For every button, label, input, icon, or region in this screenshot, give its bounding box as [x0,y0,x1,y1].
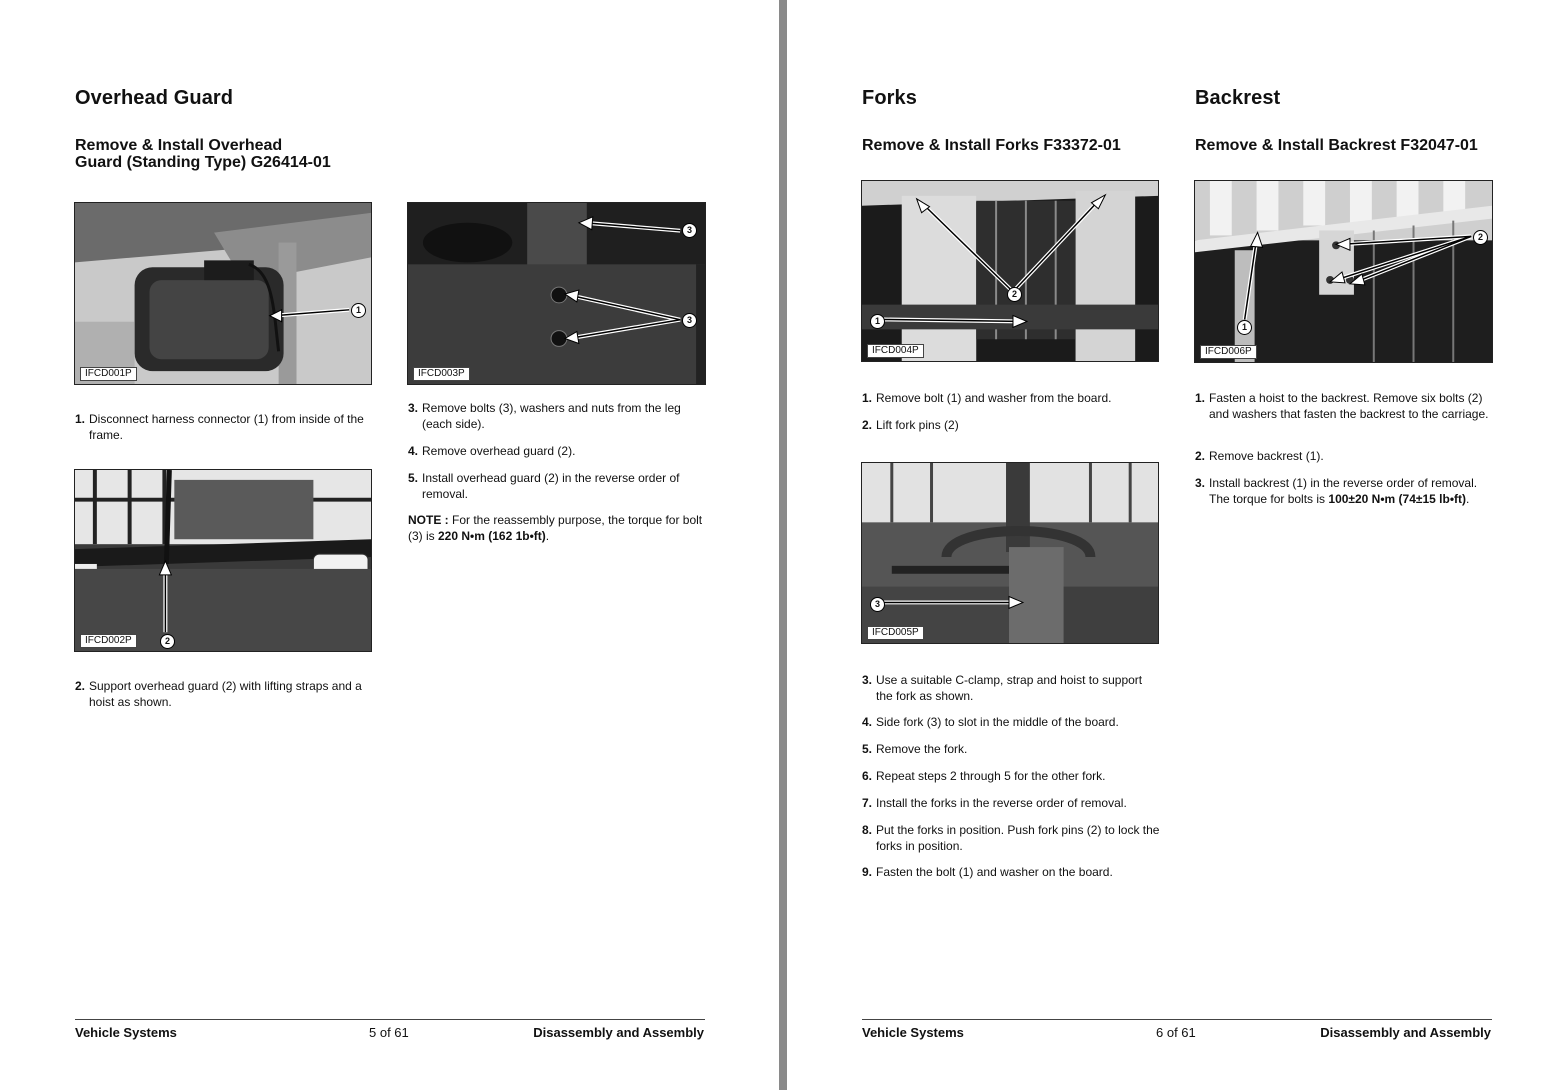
figure-ifcd003p [407,202,706,385]
step-number: 1. [1195,391,1206,405]
forks-step-1 [862,391,1162,407]
callout-arrows-fig2 [75,470,371,651]
step-text: Repeat steps 2 through 5 for the other fork. [876,769,1106,783]
callout-3: 3 [682,223,697,238]
forks-step-7 [862,796,1162,812]
step-text: Remove bolt (1) and washer from the board. [876,391,1112,405]
step-number: 4. [408,444,419,458]
step-text: Install overhead guard (2) in the reverse order of removal. [422,471,680,501]
step-number: 5. [408,471,419,485]
step-1 [75,412,375,443]
step-number: 9. [862,865,873,879]
callout-arrows-fig5 [862,463,1158,643]
step-text: Fasten a hoist to the backrest. Remove six bolts (2) and washers that fasten the backrest to the carriage. [1209,391,1489,421]
step-text: Put the forks in position. Push fork pins (2) to lock the forks in position. [876,823,1160,853]
forks-step-9 [862,865,1162,881]
step-text: Disconnect harness connector (1) from inside of the frame. [89,412,364,442]
step-number: 3. [1195,476,1206,490]
forks-step-4 [862,715,1162,731]
figure-ifcd006p [1194,180,1493,363]
step-number: 2. [862,418,873,432]
step-text: Lift fork pins (2) [876,418,959,432]
step-number: 1. [862,391,873,405]
callout-2: 2 [160,634,175,649]
step-text: Remove backrest (1). [1209,449,1324,463]
backrest-torque-value: 100±20 N•m (74±15 lb•ft) [1328,491,1467,506]
figure-label: IFCD001P [80,367,137,381]
forks-step-3 [862,673,1162,704]
step-number: 2. [75,679,86,693]
step-5 [408,471,708,502]
step-number: 1. [75,412,86,426]
callout-2: 2 [1007,287,1022,302]
callout-1: 1 [1237,320,1252,335]
footer-left: Vehicle Systems [75,1025,177,1040]
figure-label: IFCD003P [413,367,470,381]
section-title-forks: Forks [862,87,917,109]
figure-ifcd001p [74,202,372,385]
callout-2: 2 [1473,230,1488,245]
backrest-step-1 [1195,391,1495,422]
section-title-backrest: Backrest [1195,87,1281,109]
subtitle-backrest: Remove & Install Backrest F32047-01 [1195,137,1478,154]
page-right [787,0,1555,1090]
backrest-torque-end: . [1466,491,1470,506]
callout-1: 1 [870,314,885,329]
step-4 [408,444,708,460]
step-number: 4. [862,715,873,729]
step-text: Install backrest (1) in the reverse order of removal. The torque for bolts is [1209,476,1478,506]
forks-step-5 [862,742,1162,758]
step-text: Install the forks in the reverse order of removal. [876,796,1127,810]
callout-3: 3 [870,597,885,612]
figure-label: IFCD004P [867,344,924,358]
step-number: 7. [862,796,873,810]
figure-ifcd004p [861,180,1159,362]
callout-1: 1 [351,303,366,318]
figure-label: IFCD002P [80,634,137,648]
step-text: Side fork (3) to slot in the middle of the board. [876,715,1119,729]
backrest-step-3 [1195,476,1495,507]
step-text: Remove overhead guard (2). [422,444,576,458]
note-end: . [545,528,550,543]
callout-arrows-fig4 [862,181,1158,361]
subtitle-line-2: Guard (Standing Type) G26414-01 [75,154,331,171]
callout-3-bolts: 3 [682,313,697,328]
figure-label: IFCD006P [1200,345,1257,359]
footer-page-number: 5 of 61 [369,1025,409,1040]
step-3 [408,401,708,432]
callout-arrows-fig3 [408,203,705,384]
callout-arrows-fig6 [1195,181,1492,362]
step-text: Remove the fork. [876,742,968,756]
note-torque [408,513,708,544]
subtitle-overhead-guard [75,137,331,171]
figure-label: IFCD005P [867,626,924,640]
step-number: 2. [1195,449,1206,463]
forks-step-2 [862,418,1162,434]
note-torque-value: 220 N•m (162 1b•ft) [438,528,546,543]
step-text: Fasten the bolt (1) and washer on the board. [876,865,1113,879]
step-number: 6. [862,769,873,783]
footer-right: Disassembly and Assembly [1320,1025,1491,1040]
section-title-overhead-guard: Overhead Guard [75,87,234,109]
note-label: NOTE : [408,513,449,527]
footer-page-number: 6 of 61 [1156,1025,1196,1040]
forks-step-6 [862,769,1162,785]
footer-rule [862,1019,1492,1020]
step-text: Remove bolts (3), washers and nuts from the leg (each side). [422,401,681,431]
step-2 [75,679,375,710]
note-text: For the reassembly purpose, the torque for bolt (3) is [408,513,703,543]
backrest-step-2 [1195,449,1495,465]
subtitle-line-1: Remove & Install Overhead [75,137,283,154]
step-text: Support overhead guard (2) with lifting straps and a hoist as shown. [89,679,362,709]
step-number: 3. [862,673,873,687]
figure-ifcd005p [861,462,1159,644]
figure-ifcd002p [74,469,372,652]
footer-rule [75,1019,705,1020]
step-number: 3. [408,401,419,415]
footer-right: Disassembly and Assembly [533,1025,704,1040]
subtitle-forks: Remove & Install Forks F33372-01 [862,137,1121,154]
step-number: 8. [862,823,873,837]
step-text: Use a suitable C-clamp, strap and hoist to support the fork as shown. [876,673,1143,703]
callout-arrows-fig1 [75,203,371,384]
forks-step-8 [862,823,1162,854]
step-number: 5. [862,742,873,756]
footer-left: Vehicle Systems [862,1025,964,1040]
